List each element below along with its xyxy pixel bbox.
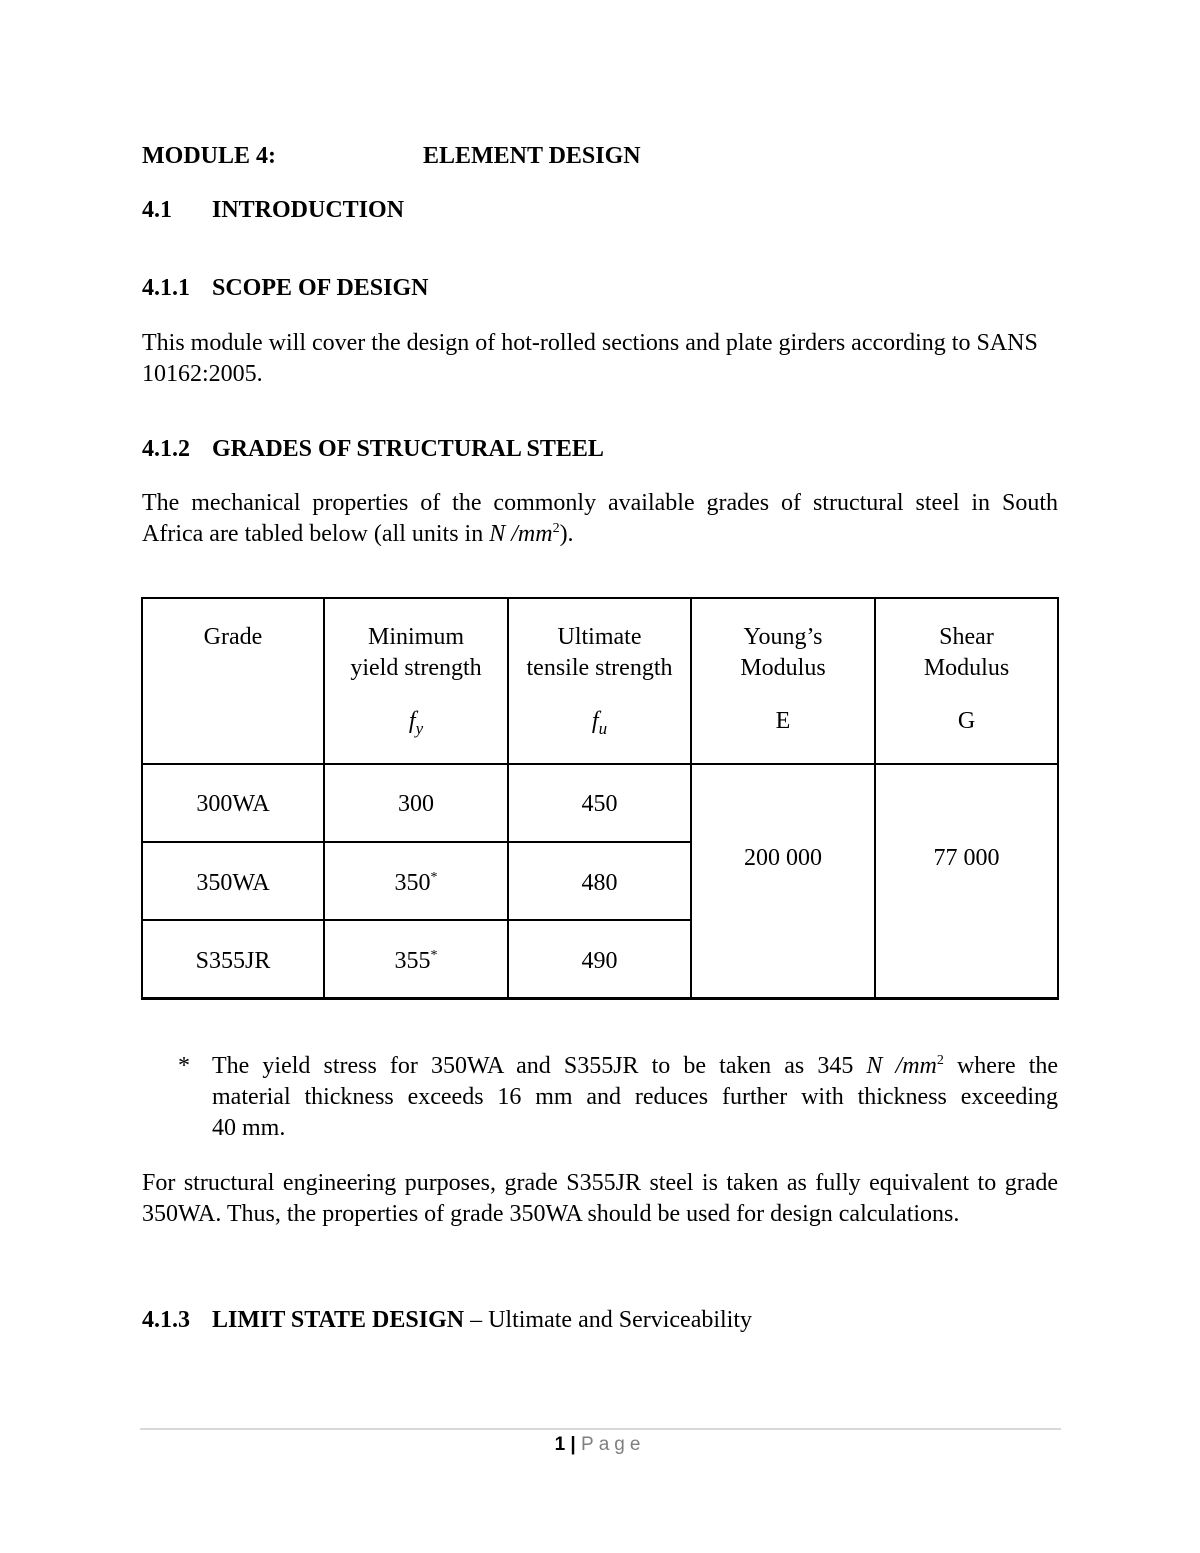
footer-separator: | [565,1434,582,1455]
table-cell-fu: 450 [581,791,618,817]
page-word: Page [581,1434,646,1455]
module-title: ELEMENT DESIGN [423,143,641,169]
table-cell-fy: 300 [398,791,434,817]
table-cell-fu: 480 [581,870,618,896]
table-row-line [141,763,1059,765]
table-row-line [141,919,692,921]
header-yield [325,622,507,744]
equivalence-paragraph: For structural engineering purposes, grade S355JR steel is taken as fully equivalent to grade 350WA. Thus, the properties of grade 350WA should be used for design calculations. [142,1170,1058,1227]
unit-mm: /mm [505,521,553,547]
table-cell-fy: 350* [394,870,438,896]
grades-intro-line2 [142,521,574,548]
header-tensile-line2: tensile strength [526,655,673,681]
grades-intro-text: Africa are tabled below (all units in [142,521,490,547]
footnote-line1: The yield stress for 350WA and S355JR to be taken as 345 N $/mm^2$ where the [212,1053,1059,1079]
section-4-1-3-title: LIMIT STATE DESIGN – Ultimate and Serviceability [212,1307,753,1333]
table-border-top [141,597,1059,599]
header-tensile-line1: Ultimate [557,624,642,650]
section-4-1-title: INTRODUCTION [212,197,405,223]
page-number: 1 [554,1434,566,1455]
header-tensile-symbol: $f_u$ [591,708,608,738]
section-4-1-number: 4.1 [142,197,172,223]
header-shear [876,622,1057,737]
table-row-line [141,841,692,843]
header-shear-line2: Modulus [923,655,1010,681]
header-youngs-symbol: E [775,708,791,734]
footer-rule [140,1428,1061,1430]
header-tensile [509,622,690,744]
table-cell-fu: 490 [581,948,618,974]
header-shear-line1: Shear [939,624,994,650]
header-yield-symbol: $f_y$ [408,708,424,738]
header-youngs [692,622,874,737]
table-cell-youngs-modulus: 200 000 [744,845,822,871]
module-label: MODULE 4: [142,143,276,169]
unit-exponent: 2 [552,521,560,536]
grades-intro-end: ). [559,521,574,547]
table-cell-shear-modulus: 77 000 [933,845,1000,871]
section-4-1-2-title: GRADES OF STRUCTURAL STEEL [212,436,604,462]
table-border-right [1057,597,1059,1000]
header-yield-line1: Minimum [367,624,464,650]
grades-intro-line1: The mechanical properties of the commonly available grades of structural steel in South [142,490,1058,516]
section-4-1-1-number: 4.1.1 [142,275,190,301]
scope-paragraph: This module will cover the design of hot-rolled sections and plate girders according to SANS 10162:2005. [142,330,1038,387]
table-cell-fy: 355* [394,948,438,974]
table-cell-grade: 300WA [196,791,270,817]
table-cell-grade: S355JR [195,948,271,974]
section-4-1-3-number: 4.1.3 [142,1307,190,1333]
footnote-line2: material thickness exceeds 16 mm and reduces further with thickness exceeding [212,1084,1058,1110]
header-yield-line2: yield strength [350,655,482,681]
table-cell-grade: 350WA [196,870,270,896]
header-grade [143,622,323,653]
header-shear-symbol: G [957,708,976,734]
unit-n: N [489,521,506,547]
page-footer [0,1432,1200,1458]
footnote-marker: * [178,1053,190,1079]
header-youngs-line1: Young’s [743,624,823,650]
section-4-1-2-number: 4.1.2 [142,436,190,462]
header-grade-label: Grade [203,624,263,650]
header-youngs-line2: Modulus [740,655,826,681]
table-border-bottom [141,997,1059,1000]
section-4-1-1-title: SCOPE OF DESIGN [212,275,429,301]
footnote-line3: 40 mm. [212,1115,286,1141]
